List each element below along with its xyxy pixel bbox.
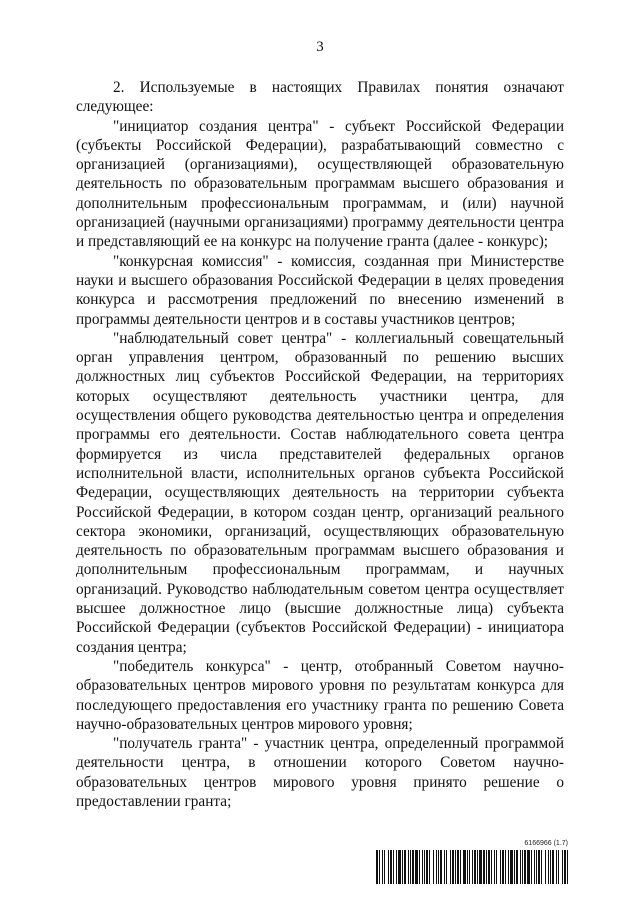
barcode-graphic [376,850,568,884]
barcode-bar [472,850,473,884]
paragraph-definitions-intro: 2. Используемые в настоящих Правилах понятия означают следующее: [76,79,564,116]
barcode-bar [402,850,403,884]
paragraph-supervisory-board-definition: "наблюдательный совет центра" - коллегиальный совещательный орган управления центром, образованный по решению высших должностных лиц субъектов Российской Федерации, на территориях которых осуществляют деятельность участники центра, для осуществления общего руководства деятельностью центра и определения программы его деятельности. Состав наблюдательного совета центра формируется из числа представителей федеральных органов исполнительной власти, исполнительных органов субъекта Российской Федерации, осуществляющих деятельность на территории субъекта Российской Федерации, в котором создан центр, организаций реального сектора экономики, организаций, осуществляющих образовательную деятельность по образовательным программам высшего образования и дополнительным профессиональным программам, и научных организаций. Руководство наблюдательным советом центра осуществляет высшее должностное лицо (высшие должностные лица) субъекта Российской Федерации (субъектов Российской Федерации) - инициатора создания центра; [76,329,564,656]
barcode-bar [500,850,501,884]
barcode-bar [477,850,478,884]
paragraph-competition-commission-definition: "конкурсная комиссия" - комиссия, созданная при Министерстве науки и высшего образования Российской Федерации в целях проведения конкурса и рассмотрения предложений по внесению изменений в программы деятельности центров и в составы участников центров; [76,252,564,328]
barcode-bar [415,850,418,884]
barcode-bar [382,850,383,884]
barcode-bar [404,850,406,884]
barcode-bar [510,850,513,884]
barcode-bar [396,850,397,884]
barcode-bar [556,850,557,884]
barcode-bar [422,850,423,884]
barcode-bar [379,850,380,884]
barcode-bar [545,850,546,884]
barcode-bar [463,850,466,884]
barcode-bar [548,850,549,884]
barcode-bar [433,850,434,884]
barcode-bar [514,850,515,884]
barcode-bar [393,850,394,884]
barcode-bar [438,850,439,884]
barcode-bar [479,850,482,884]
barcode-bar [494,850,495,884]
barcode-bar [520,850,521,884]
barcode-bar [552,850,554,884]
barcode-bar [408,850,409,884]
barcode-bar [398,850,401,884]
document-body [76,78,564,811]
barcode-bar [412,850,414,884]
barcode-bar [376,850,378,884]
barcode-bar [388,850,389,884]
barcode-bar [390,850,392,884]
barcode-bar [446,850,447,884]
barcode-bar [505,850,506,884]
barcode-bar [483,850,485,884]
barcode-bar [469,850,470,884]
barcode-bar [524,850,526,884]
barcode-bar [467,850,468,884]
barcode-bar [541,850,542,884]
barcode-bar [567,850,568,884]
barcode-bar [429,850,430,884]
barcode-bar [534,850,535,884]
barcode-bar [450,850,451,884]
barcode-bar [564,850,566,884]
barcode-bar [436,850,437,884]
barcode-bar [502,850,504,884]
barcode-bar [536,850,537,884]
barcode-bar [562,850,563,884]
barcode-bar [538,850,540,884]
page-number: 3 [316,39,324,55]
barcode-bar [491,850,492,884]
paragraph-competition-winner-definition: "победитель конкурса" - центр, отобранный Советом научно-образовательных центров мирового уровня по результатам конкурса для последующего предоставления его участнику гранта по решению Совета научно-образовательных центров мирового уровня; [76,657,564,733]
barcode-bar [440,850,442,884]
barcode-bar [410,850,411,884]
barcode-bar [486,850,487,884]
barcode-bar [508,850,509,884]
barcode-bar [452,850,454,884]
paragraph-grant-recipient-definition: "получатель гранта" - участник центра, определенный программой деятельности центра, в отношении которого Советом научно-образовательных центров мирового уровня принято решение о предоставлении гранта; [76,735,564,810]
barcode-bar [444,850,445,884]
barcode-bar [550,850,551,884]
barcode-bar [516,850,518,884]
barcode-bar [424,850,425,884]
barcode-bar [426,850,428,884]
barcode-bar [531,850,532,884]
barcode-bar [558,850,559,884]
barcode-bar [474,850,476,884]
barcode-bar [522,850,523,884]
document-barcode-block [376,839,568,885]
barcode-bar [460,850,461,884]
barcode-caption: 6166966 (1.7) [524,840,568,847]
barcode-bar [384,850,385,884]
barcode-bar [488,850,490,884]
barcode-bar [457,850,459,884]
barcode-bar [419,850,420,884]
paragraph-initiator-definition: "инициатор создания центра" - субъект Российской Федерации (субъекты Российской Федерации), разрабатывающий совместно с организацией (организациями), осуществляющей образовательную деятельность по образовательным программам высшего образования и дополнительным профессиональным программам, и (или) научной организацией (научными организациями) программу деятельности центра и представляющий ее на конкурс на получение гранта (далее - конкурс); [76,117,564,251]
barcode-bar [496,850,497,884]
barcode-bar [527,850,530,884]
barcode-bar [455,850,456,884]
